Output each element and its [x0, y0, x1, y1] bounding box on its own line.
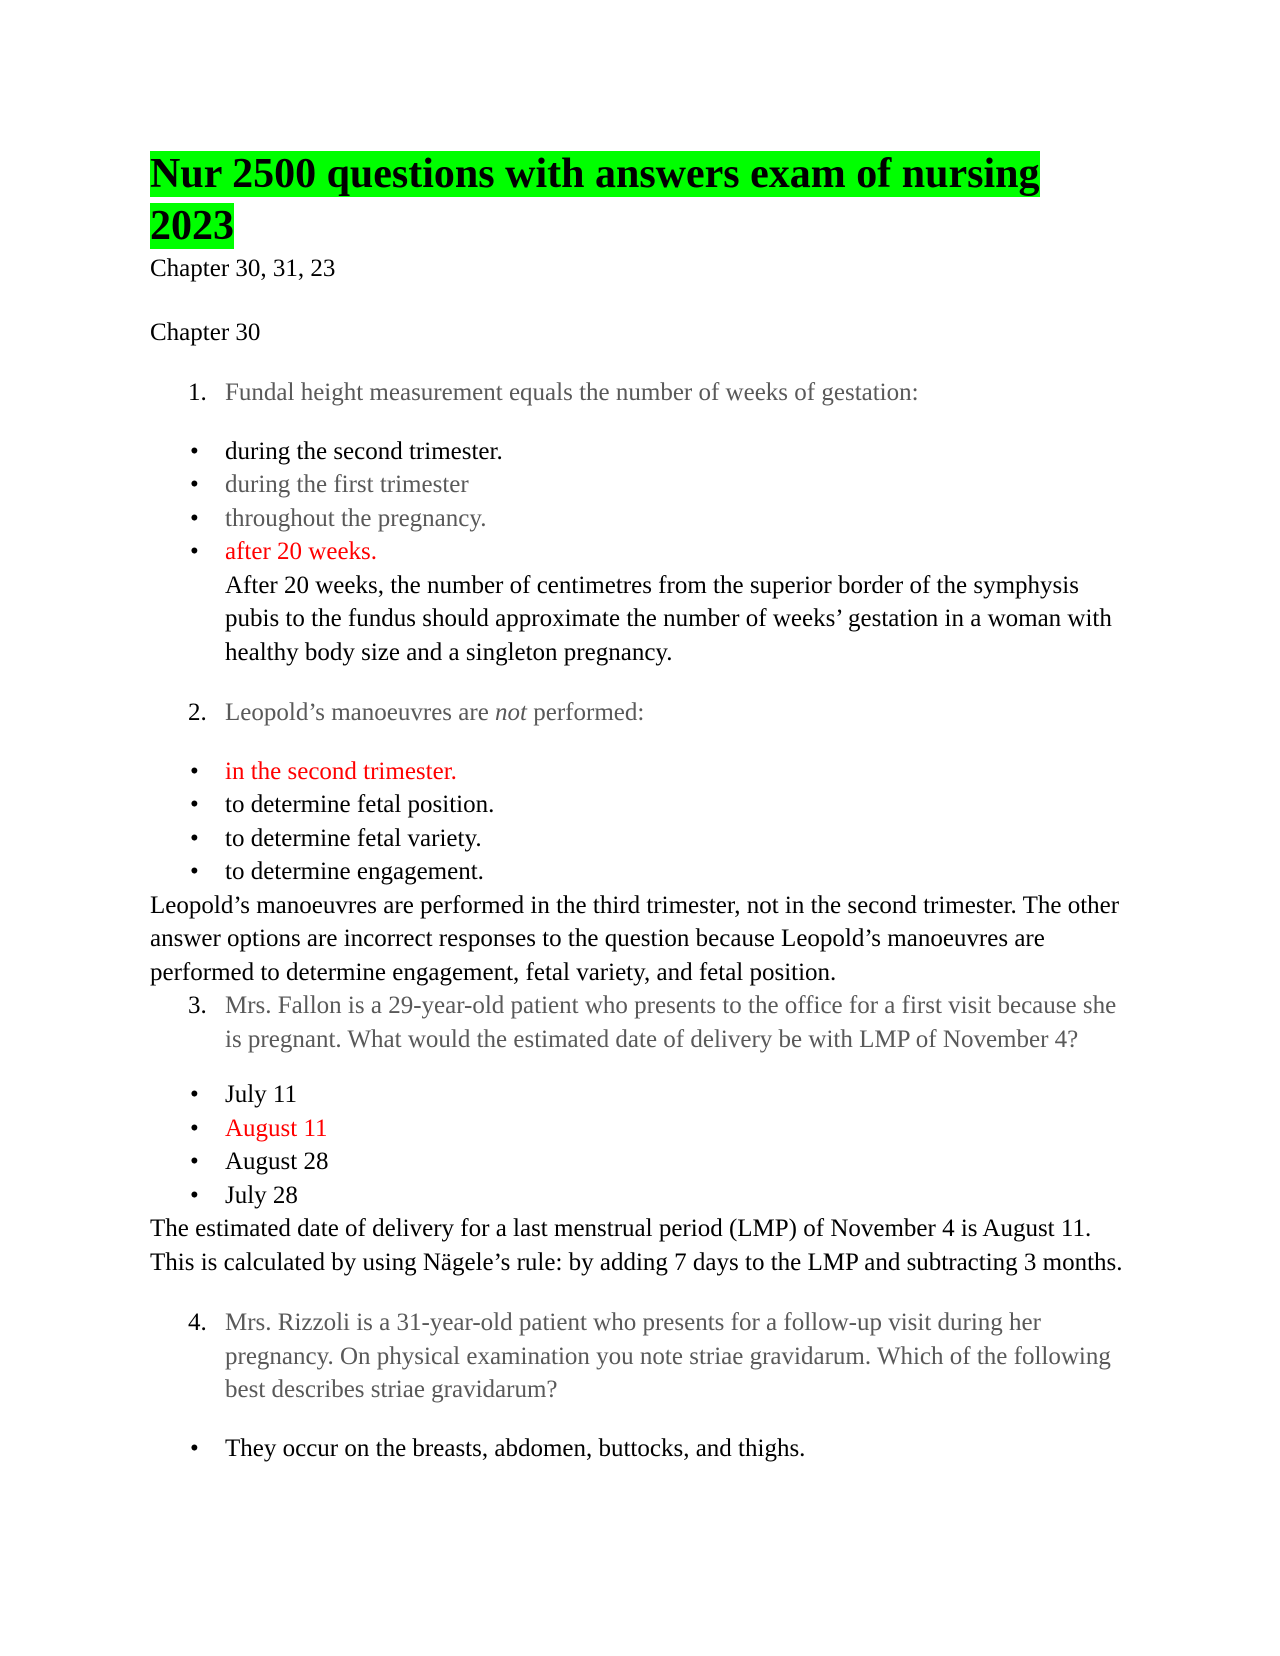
- bullet-icon: •: [190, 1148, 199, 1175]
- question-number: 2.: [188, 699, 207, 726]
- question-number: 4.: [188, 1309, 207, 1336]
- bullet-icon: •: [190, 858, 199, 885]
- option-item: • during the second trimester.: [150, 435, 1130, 469]
- document-title: Nur 2500 questions with answers exam of nursing 2023: [150, 151, 1040, 249]
- question-4-options: [150, 1432, 1130, 1466]
- emphasis: not: [495, 699, 527, 726]
- question-3-options: [150, 1078, 1130, 1212]
- option-item-correct: • in the second trimester.: [150, 755, 1130, 789]
- question-number: 1.: [188, 379, 207, 406]
- option-item: • to determine fetal variety.: [150, 822, 1130, 856]
- option-item: • August 28: [150, 1145, 1130, 1179]
- option-item: • throughout the pregnancy.: [150, 502, 1130, 536]
- bullet-icon: •: [190, 437, 199, 465]
- question-2-explanation: Leopold’s manoeuvres are performed in the third trimester, not in the second trimester. The other answer options are incorrect responses to the question because Leopold’s manoeuvres are performed to determine engagement, fetal variety, and fetal position.: [150, 891, 1120, 986]
- option-item: • to determine fetal position.: [150, 788, 1130, 822]
- question-text: 1. Fundal height measurement equals the number of weeks of gestation:: [150, 376, 1130, 410]
- question-2: [150, 696, 1130, 730]
- question-4: [150, 1306, 1130, 1407]
- question-1: [150, 376, 1130, 410]
- question-1-explanation: After 20 weeks, the number of centimetres from the superior border of the symphysis pubis to the fundus should approximate the number of weeks’ gestation in a woman with healthy body size and a singleton pregnancy.: [225, 571, 1112, 666]
- option-item: • They occur on the breasts, abdomen, buttocks, and thighs.: [150, 1432, 1130, 1466]
- chapter-heading: Chapter 30: [150, 318, 261, 346]
- question-text: 3. Mrs. Fallon is a 29-year-old patient who presents to the office for a first visit because she is pregnant. What would the estimated date of delivery be with LMP of November 4?: [150, 989, 1130, 1056]
- question-1-options: [150, 435, 1130, 569]
- bullet-icon: •: [190, 1434, 199, 1462]
- bullet-icon: •: [190, 1181, 199, 1209]
- bullet-icon: •: [190, 1081, 199, 1108]
- question-3: [150, 989, 1130, 1056]
- option-item-correct: • August 11: [150, 1112, 1130, 1146]
- chapters-line: Chapter 30, 31, 23: [150, 255, 336, 282]
- question-text: 4. Mrs. Rizzoli is a 31-year-old patient who presents for a follow-up visit during her pregnancy. On physical examination you note striae gravidarum. Which of the following best describes striae gravidarum?: [150, 1306, 1130, 1407]
- bullet-icon: •: [190, 791, 199, 818]
- bullet-icon: •: [190, 757, 199, 785]
- option-item: • July 11: [150, 1078, 1130, 1112]
- option-item: • to determine engagement.: [150, 855, 1130, 889]
- question-2-options: [150, 755, 1130, 889]
- question-text: 2. Leopold’s manoeuvres are not performed:: [150, 696, 1130, 730]
- question-3-explanation: The estimated date of delivery for a last menstrual period (LMP) of November 4 is August 11. This is calculated by using Nägele’s rule: by adding 7 days to the LMP and subtracting 3 months.: [150, 1215, 1123, 1276]
- bullet-icon: •: [190, 538, 199, 565]
- bullet-icon: •: [190, 1114, 199, 1142]
- option-item: • during the first trimester: [150, 468, 1130, 502]
- question-number: 3.: [188, 992, 207, 1019]
- document-page: [150, 148, 1130, 1465]
- option-item: • July 28: [150, 1179, 1130, 1213]
- bullet-icon: •: [190, 824, 199, 852]
- bullet-icon: •: [190, 504, 199, 532]
- option-item-correct: • after 20 weeks.: [150, 535, 1130, 569]
- bullet-icon: •: [190, 471, 199, 498]
